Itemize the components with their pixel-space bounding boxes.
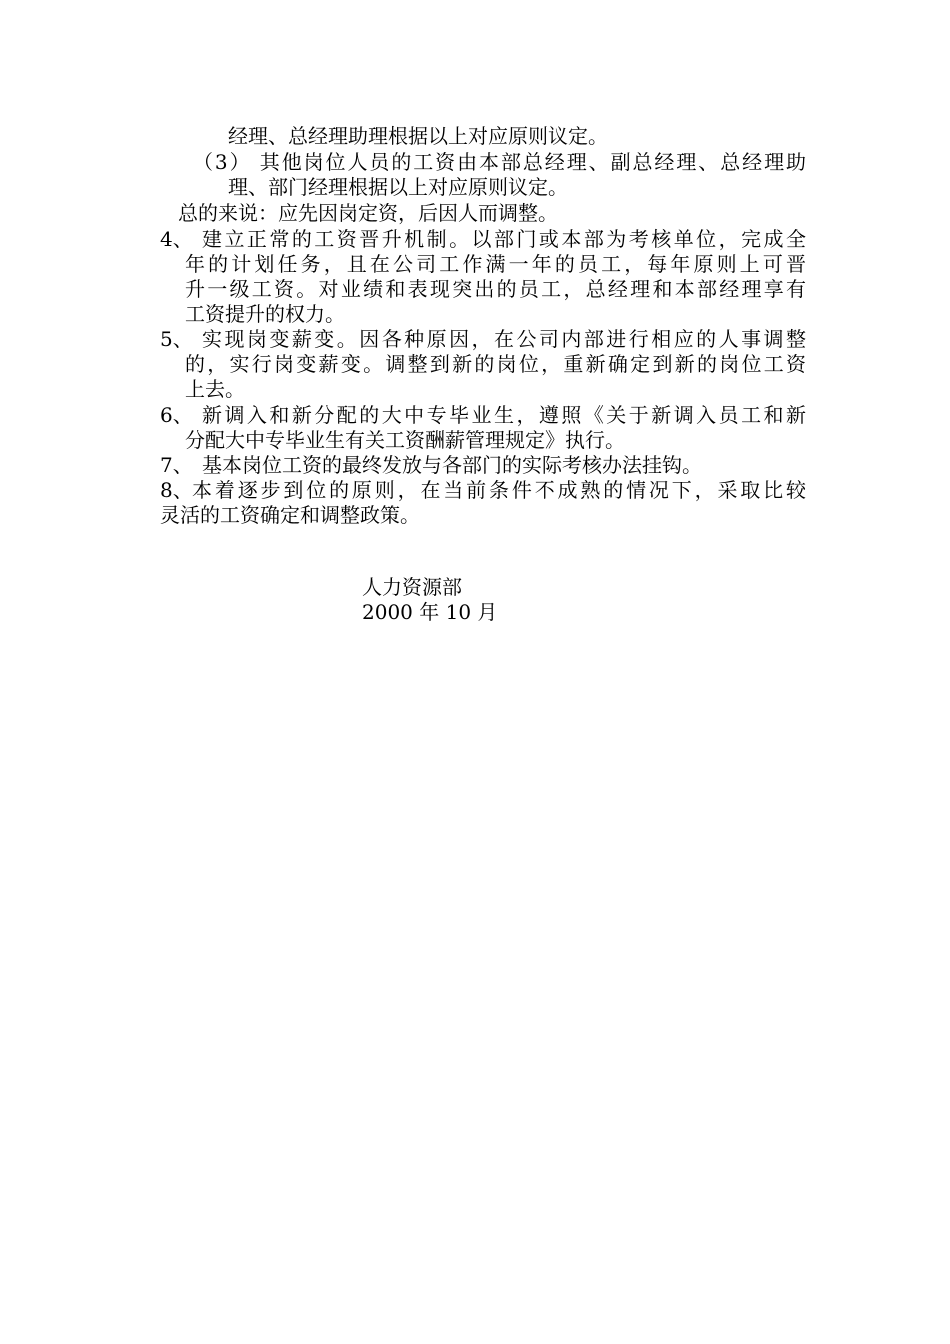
list-item-line: 基本岗位工资的最终发放与各部门的实际考核办法挂钩。 (202, 453, 702, 477)
list-item-line: 灵活的工资确定和调整政策。 (160, 503, 420, 527)
list-item-line: 分配大中专毕业生有关工资酬薪管理规定》执行。 (185, 428, 625, 452)
list-item-number: 6、 (160, 403, 193, 427)
list-item-line: 年的计划任务，且在公司工作满一年的员工，每年原则上可晋 (185, 252, 806, 276)
list-item-number: 4、 (160, 227, 193, 251)
signature-department: 人力资源部 (362, 575, 462, 599)
list-item-line: 的，实行岗变薪变。调整到新的岗位，重新确定到新的岗位工资 (185, 352, 806, 376)
list-item-line: 实现岗变薪变。因各种原因，在公司内部进行相应的人事调整 (202, 327, 806, 351)
summary-line: 总的来说：应先因岗定资，后因人而调整。 (178, 201, 558, 225)
signature-date: 2000 年 10 月 (362, 600, 498, 624)
list-item-number: 5、 (160, 327, 193, 351)
paragraph-line: 经理、总经理助理根据以上对应原则议定。 (228, 124, 608, 148)
list-item-line: 升一级工资。对业绩和表现突出的员工，总经理和本部经理享有 (185, 277, 806, 301)
paragraph-line: 理、部门经理根据以上对应原则议定。 (228, 175, 568, 199)
list-item-line: 本着逐步到位的原则，在当前条件不成熟的情况下，采取比较 (192, 478, 806, 502)
list-item-number: 7、 (160, 453, 193, 477)
list-item-line: 新调入和新分配的大中专毕业生，遵照《关于新调入员工和新 (202, 403, 806, 427)
list-item-number: 8、 (160, 478, 193, 502)
list-item-line: 工资提升的权力。 (185, 302, 345, 326)
paragraph-line: （3） 其他岗位人员的工资由本部总经理、副总经理、总经理助 (193, 150, 806, 174)
list-item-line: 建立正常的工资晋升机制。以部门或本部为考核单位，完成全 (202, 227, 806, 251)
list-item-line: 上去。 (185, 377, 245, 401)
